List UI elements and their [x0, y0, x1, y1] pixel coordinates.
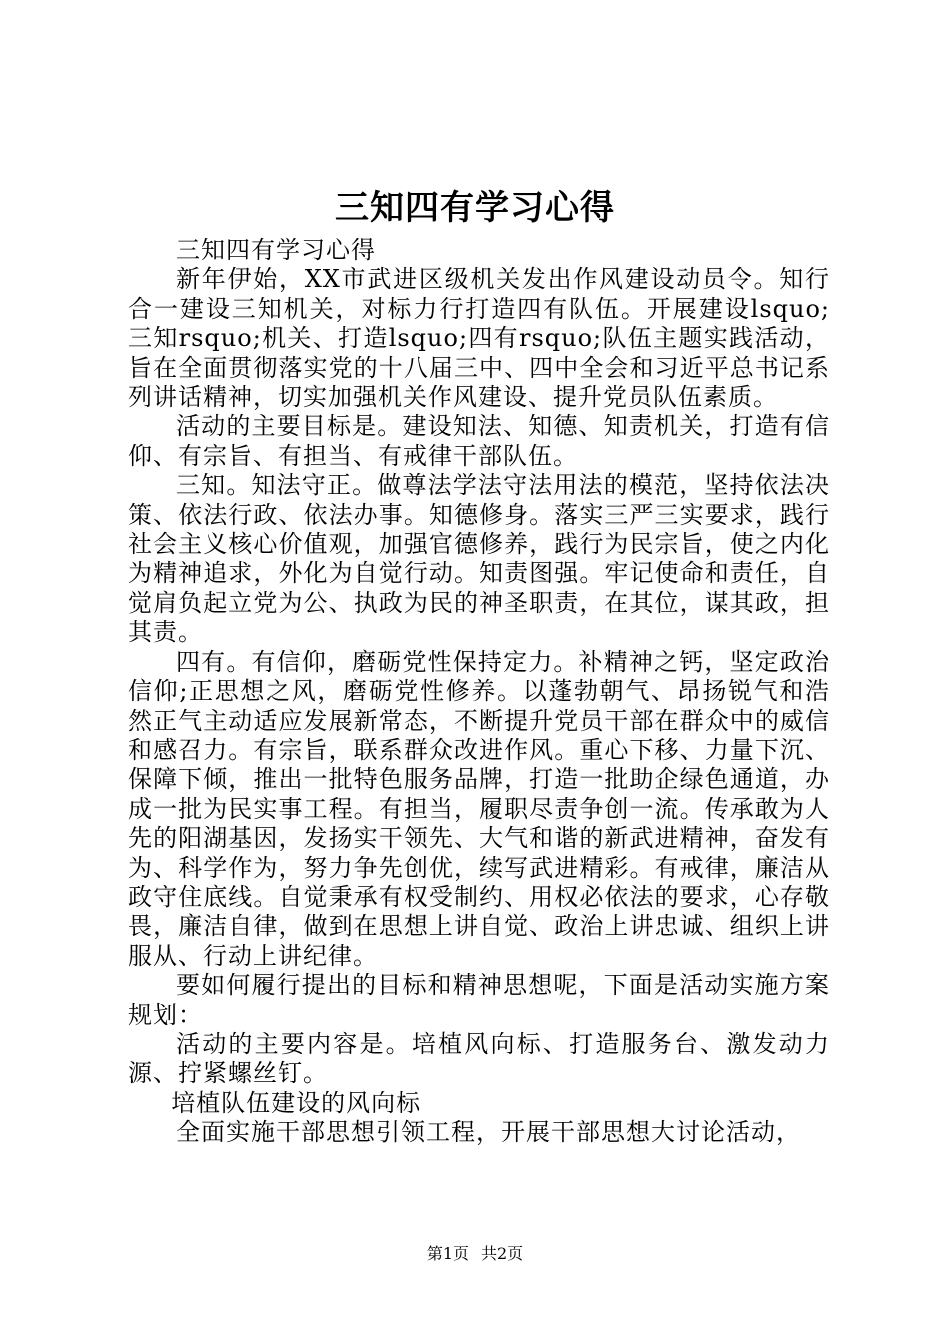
body-paragraph: 全面实施干部思想引领工程，开展干部思想大讨论活动，: [176, 1118, 801, 1147]
body-paragraph: 三知四有学习心得: [176, 236, 376, 264]
body-paragraph: 三知。知法守正。做尊法学法守法用法的模范，坚持依法决策、依法行政、依法办事。知德修身。落实三严三实要求，践行社会主义核心价值观，加强官德修养，践行为民宗旨，使之内化为精神追求，外化为自觉行动。知责图强。牢记使命和责任，自觉肩负起立党为公、执政为民的神圣职责，在其位，谋其政，担其责。: [128, 471, 830, 647]
body-paragraph: 活动的主要目标是。建设知法、知德、知责机关，打造有信仰、有宗旨、有担当、有戒律干部队伍。: [128, 412, 830, 470]
body-paragraph: 新年伊始，XX市武进区级机关发出作风建设动员令。知行合一建设三知机关，对标力行打造四有队伍。开展建设lsquo;三知rsquo;机关、打造lsquo;四有rsquo;队伍主题实践活动，旨在全面贯彻落实党的十八届三中、四中全会和习近平总书记系列讲话精神，切实加强机关作风建设、提升党员队伍素质。: [128, 265, 830, 412]
document-body: [128, 236, 830, 1148]
body-paragraph: 活动的主要内容是。培植风向标、打造服务台、激发动力源、拧紧螺丝钉。: [128, 1029, 830, 1088]
body-paragraph: 要如何履行提出的目标和精神思想呢，下面是活动实施方案规划：: [128, 971, 830, 1029]
body-paragraph: 四有。有信仰，磨砺党性保持定力。补精神之钙，坚定政治信仰;正思想之风，磨砺党性修养。以蓬勃朝气、昂扬锐气和浩然正气主动适应发展新常态，不断提升党员干部在群众中的威信和感召力。有宗旨，联系群众改进作风。重心下移、力量下沉、保障下倾，推出一批特色服务品牌，打造一批助企绿色通道，办成一批为民实事工程。有担当，履职尽责争创一流。传承敢为人先的阳湖基因，发扬实干领先、大气和谐的新武进精神，奋发有为、科学作为，努力争先创优，续写武进精彩。有戒律，廉洁从政守住底线。自觉秉承有权受制约、用权必依法的要求，心存敬畏，廉洁自律，做到在思想上讲自觉、政治上讲忠诚、组织上讲服从、行动上讲纪律。: [128, 647, 830, 970]
document-title: 三知四有学习心得: [335, 188, 615, 228]
section-subheading: 培植队伍建设的风向标: [171, 1088, 422, 1117]
page-total: 共2页: [481, 1244, 524, 1263]
page-number: 第1页: [426, 1244, 469, 1263]
page-footer: [0, 1242, 950, 1266]
